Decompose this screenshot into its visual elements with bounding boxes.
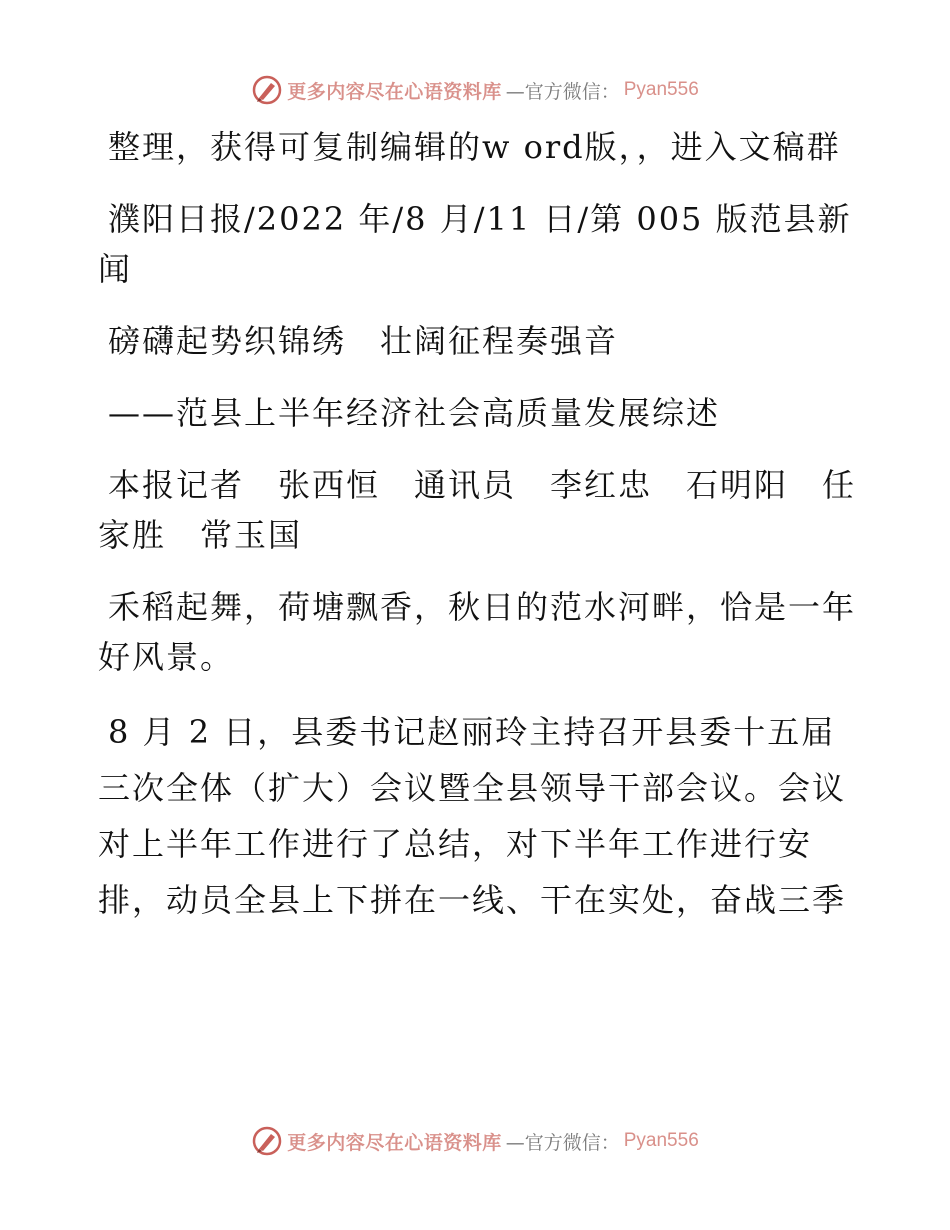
document-body: [98, 122, 858, 950]
header-watermark: [0, 70, 950, 110]
article-byline: 本报记者 张西恒 通讯员 李红忠 石明阳 任家胜 常玉国: [98, 466, 857, 554]
article-title: 磅礴起势织锦绣 壮阔征程奏强音: [108, 322, 619, 360]
watermark-brand: 更多内容尽在心语资料库: [287, 1131, 502, 1154]
watermark-brand: 更多内容尽在心语资料库: [287, 80, 502, 103]
footer-watermark: [0, 1121, 950, 1161]
paragraph-body-2: 8 月 2 日，县委书记赵丽玲主持召开县委十五届三次全体（扩大）会议暨全县领导干部会议。会议对上半年工作进行了总结，对下半年工作进行安排，动员全县上下拼在一线、干在实处，奋战三季: [98, 713, 847, 919]
watermark-id: Pyan556: [623, 79, 699, 100]
pen-logo-icon: [251, 74, 283, 106]
pen-logo-icon: [251, 1125, 283, 1157]
watermark-official: —官方微信：: [505, 1131, 620, 1154]
watermark-id: Pyan556: [623, 1130, 699, 1151]
article-subtitle: ——范县上半年经济社会高质量发展综述: [108, 394, 721, 432]
watermark-official: —官方微信：: [505, 80, 620, 103]
paragraph-body-1: 禾稻起舞，荷塘飘香，秋日的范水河畔，恰是一年好风景。: [98, 588, 857, 676]
paragraph-intro: 整理，获得可复制编辑的w ord版，，进入文稿群: [108, 128, 841, 166]
paragraph-source: 濮阳日报/2022 年/8 月/11 日/第 005 版范县新闻: [98, 200, 852, 288]
